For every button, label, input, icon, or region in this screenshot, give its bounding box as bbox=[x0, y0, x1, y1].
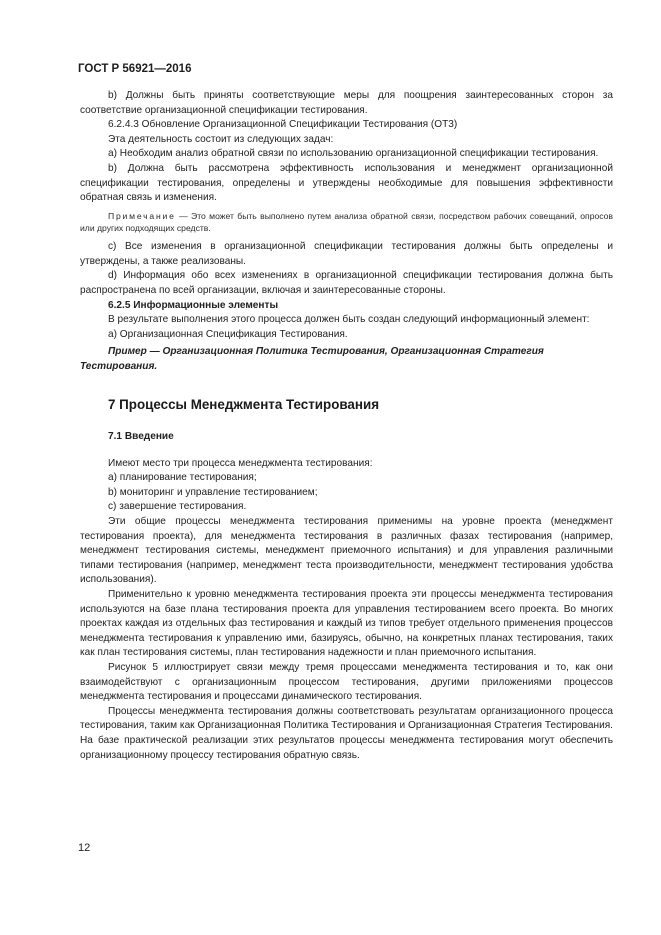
note-label: Примечание bbox=[108, 210, 176, 221]
section-7-heading: 7 Процессы Менеджмента Тестирования bbox=[108, 396, 380, 412]
list-item-completion: с) завершение тестирования. bbox=[108, 501, 247, 513]
clause-6-2-5-heading: 6.2.5 Информационные элементы bbox=[108, 299, 279, 311]
list-item-monitoring: b) мониторинг и управление тестированием; bbox=[108, 486, 318, 498]
paragraph-figure-5: Рисунок 5 иллюстрирует связи между тремя процессами менеджмента тестирования и то, как они взаимодействуют с организационным процессом тестирования, другими приложениями процессов менеджмента тестирования и процессами динамического тестирования. bbox=[80, 662, 613, 703]
list-item-a-spec: а) Организационная Спецификация Тестирования. bbox=[108, 328, 348, 340]
paragraph-result: В результате выполнения этого процесса должен быть создан следующий информационный элемент: bbox=[108, 314, 590, 326]
paragraph-general-processes: Эти общие процессы менеджмента тестирования применимы на уровне проекта (менеджмент тестирования проекта), для менеджмента тестирования в различных фазах тестирования (например, менеджмент тестирования системы, менеджмент приемочного испытания) и для управления различными типами тестирования (например, менеджмент теста производительности, менеджмент тестирования удобства использования). bbox=[80, 516, 613, 586]
note bbox=[80, 210, 613, 234]
document-header: ГОСТ Р 56921—2016 bbox=[78, 63, 192, 75]
list-item-c-changes: с) Все изменения в организационной спецификации тестирования должны быть определены и утверждены, а также реализованы. bbox=[80, 241, 613, 267]
list-item-d-information: d) Информация обо всех изменениях в организационной спецификации тестирования должна быть распространена по всей организации, включая и заинтересованные стороны. bbox=[80, 270, 613, 296]
list-item-b-effectiveness: b) Должна быть рассмотрена эффективность использования и менеджмент организационной спецификации тестирования, определены и утверждены необходимые для повышения эффективности обратная связь и изменения. bbox=[80, 162, 613, 204]
paragraph-tasks-intro: Эта деятельность состоит из следующих задач: bbox=[108, 133, 334, 145]
paragraph-three-processes: Имеют место три процесса менеджмента тестирования: bbox=[108, 457, 373, 469]
paragraph-measures: b) Должны быть приняты соответствующие меры для поощрения заинтересованных сторон за соответствие организационной спецификации тестирования. bbox=[80, 90, 613, 116]
list-item-a-feedback: а) Необходим анализ обратной связи по использованию организационной спецификации тестирования. bbox=[108, 148, 599, 160]
paragraph-project-level: Применительно к уровню менеджмента тестирования проекта эти процессы менеджмента тестирования используются на базе плана тестирования проекта для управления тестированием всего проекта. Во многих проектах каждая из отдельных фаз тестирования и каждый из типов требует отдельного применения процессов менеджмента тестирования к управлению ими, базируясь, обычно, на конкретных планах тестирования, таких как план тестирования системы, план тестирования надежности и план приемочного испытания. bbox=[80, 589, 613, 659]
page-number: 12 bbox=[78, 842, 91, 854]
paragraph-conformance: Процессы менеджмента тестирования должны соответствовать результатам организационного процесса тестирования, таким как Организационная Политика Тестирования и Организационная Стратегия Тестирования. На базе практической реализации этих результатов процессы менеджмента тестирования могут обеспечить организационному процессу тестирования обратную связь. bbox=[80, 705, 613, 761]
clause-6-2-4-3: 6.2.4.3 Обновление Организационной Спецификации Тестирования (ОТ3) bbox=[108, 119, 458, 131]
section-7-1-heading: 7.1 Введение bbox=[108, 431, 174, 443]
example-text: Пример — Организационная Политика Тестирования, Организационная Стратегия Тестирования. bbox=[80, 346, 544, 372]
list-item-planning: а) планирование тестирования; bbox=[108, 472, 257, 484]
note-text: — Это может быть выполнено путем анализа обратной связи, посредством рабочих совещаний, опросов или других подходящих средств. bbox=[80, 210, 613, 233]
document-body bbox=[80, 89, 613, 763]
